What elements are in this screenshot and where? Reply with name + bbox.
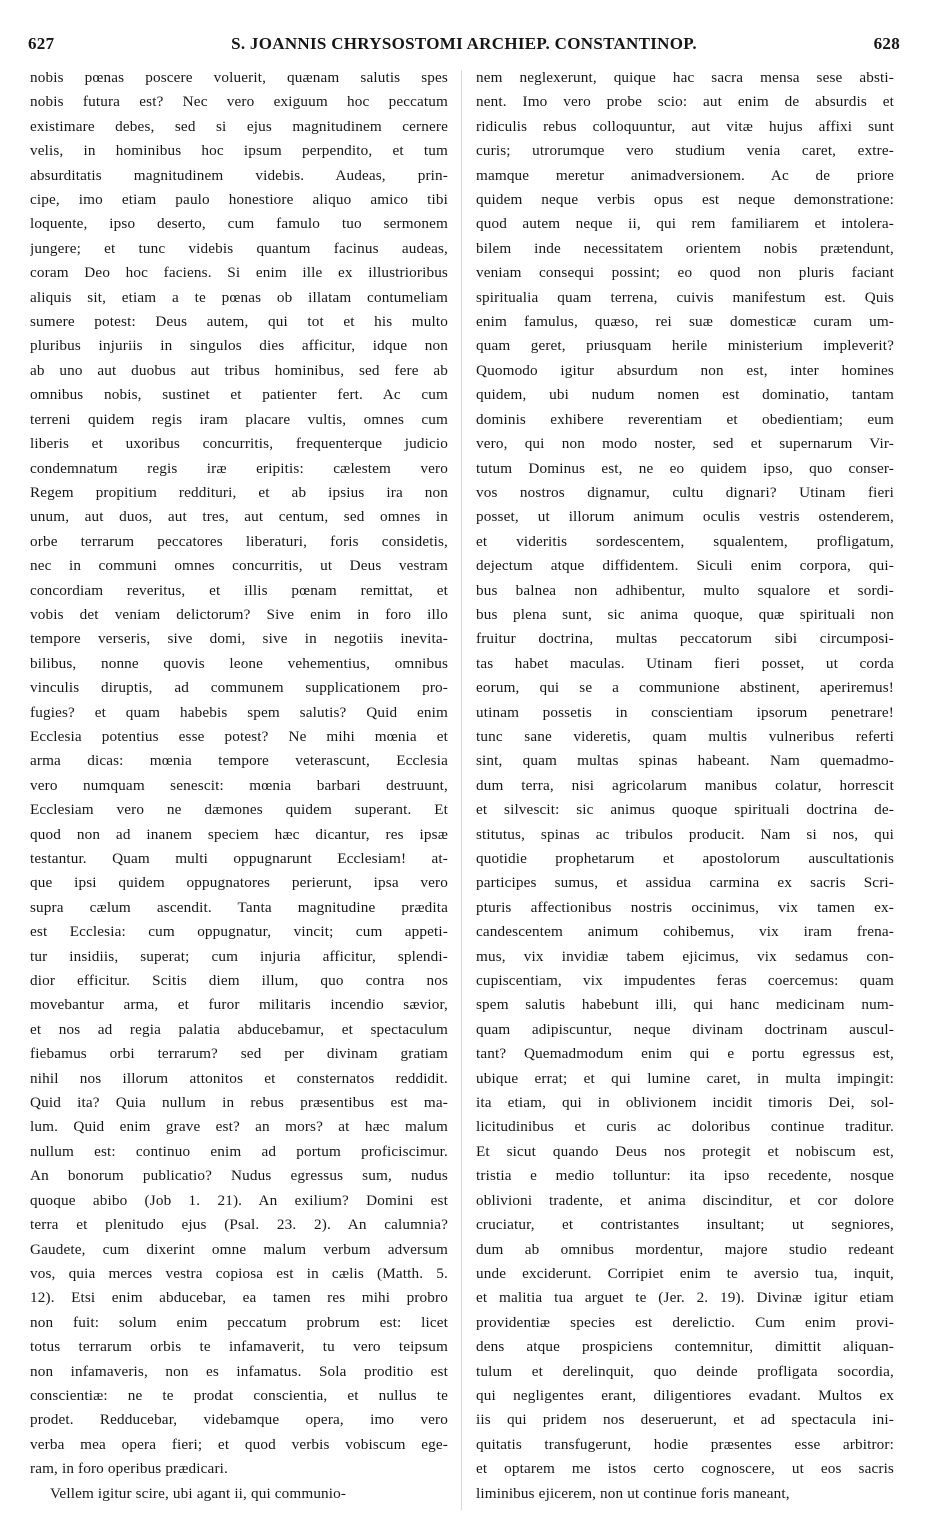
page-number-left: 627 xyxy=(28,34,55,53)
text-line: ridiculis rebus colloquuntur, aut vitæ hujus affixi sunt xyxy=(476,117,894,135)
text-line: dum terra, nisi agricolarum manibus colatur, horrescit xyxy=(476,776,894,794)
text-line: nobis pœnas poscere voluerit, quænam salutis spes xyxy=(30,69,448,86)
text-line: tur insidiis, superat; cum injuria afficitur, splendi- xyxy=(30,947,448,965)
text-line: Quid ita? Quia nullum in rebus præsentibus est ma- xyxy=(30,1094,448,1112)
text-line: tunc sane videretis, quam multis vulneribus referti xyxy=(476,727,894,745)
text-line: quoque abibo (Job 1. 21). An exilium? Domini est xyxy=(30,1191,448,1209)
text-line: vobis det veniam delictorum? Sive enim in foro illo xyxy=(30,605,448,623)
text-line: vero numquam senescit: mœnia barbari destruunt, xyxy=(30,776,448,794)
text-line: et nos ad regia palatia abducebamur, et spectaculum xyxy=(30,1020,448,1038)
text-line: stitutus, spinas ac tribulos producit. Nam si nos, qui xyxy=(476,825,894,843)
text-line: loquente, ipso deserto, cum famulo tuo sermonem xyxy=(30,215,448,233)
text-line: arma dicas: mœnia tempore veterascunt, Ecclesia xyxy=(30,752,448,770)
text-line: sumere potest: Deus autem, qui tot et his multo xyxy=(30,313,448,331)
text-line: spiritualia quam terrena, cuivis manifestum est. Quis xyxy=(476,288,894,306)
text-line: aliquis sit, etiam a te pœnas ob illatam contumeliam xyxy=(30,288,448,306)
text-line: terreni quidem regis iram placare vultis, omnes cum xyxy=(30,410,448,428)
text-line: eorum, qui se a communione abstinent, aperiremus! xyxy=(476,679,894,697)
text-line: fruitur doctrina, multas peccatorum sibi circumposi- xyxy=(476,630,894,648)
text-line: posset, ut illorum animum oculis vestris ostenderem, xyxy=(476,508,894,526)
text-line: fugies? et quam habebis spem salutis? Quid enim xyxy=(30,703,448,721)
text-line: quam geret, priusquam herile ministerium impleverit? xyxy=(476,337,894,355)
text-line: nem neglexerunt, quique hac sacra mensa sese absti- xyxy=(476,69,894,86)
text-line: providentiæ species est derelictio. Cum enim provi- xyxy=(476,1313,894,1331)
text-line: et videritis sordescentem, squalentem, profligatum, xyxy=(476,532,894,550)
text-line: quidem, ubi nudum nomen est dominatio, tantam xyxy=(476,386,894,404)
right-column xyxy=(476,66,894,1536)
text-line: orbe terrarum peccatores liberaturi, foris considetis, xyxy=(30,532,448,550)
text-line: ram, in foro operibus prædicari. xyxy=(30,1460,228,1478)
text-line: vos, quia merces vestra copiosa est in cælis (Matth. 5. xyxy=(30,1264,448,1282)
text-line: jungere; et tunc videbis quantum facinus audeas, xyxy=(30,239,448,257)
text-line: ita etiam, qui in oblivionem incidit timoris Dei, sol- xyxy=(476,1094,894,1112)
text-line: Gaudete, cum dixerint omne malum verbum adversum xyxy=(30,1240,448,1258)
text-line: iis qui pridem nos deseruerunt, et ad spectacula ini- xyxy=(476,1411,894,1429)
text-line: movebantur arma, et furor militaris incendio sævior, xyxy=(30,996,448,1014)
text-line: bus balnea non adhibentur, multo squalore et sordi- xyxy=(476,581,894,599)
text-line: 12). Etsi enim abducebar, ea tamen res mihi probro xyxy=(30,1289,448,1307)
text-line: utinam possetis in conscientiam ipsorum penetrare! xyxy=(476,703,894,721)
text-line: sint, quam multas spinas habeant. Nam quemadmo- xyxy=(476,752,894,770)
text-line: Et sicut quando Deus nos protegit et nobiscum est, xyxy=(476,1142,894,1160)
text-line: ubique errat; et qui lumine caret, in multa impingit: xyxy=(476,1069,894,1087)
running-title: S. JOANNIS CHRYSOSTOMI ARCHIEP. CONSTANTINOP. xyxy=(231,34,697,53)
text-line: dum ab omnibus mordentur, majore studio redeant xyxy=(476,1240,894,1258)
text-line: quotidie prophetarum et apostolorum auscultationis xyxy=(476,850,894,867)
text-line: concordiam reveritus, et illis pœnam remittat, et xyxy=(30,581,448,599)
text-line: tant? Quemadmodum enim qui e portu egressus est, xyxy=(476,1045,894,1063)
text-line: condemnatum regis iræ eripitis: cælestem vero xyxy=(30,459,448,477)
text-line: dejectum atque diffidentem. Siculi enim corpora, qui- xyxy=(476,557,894,575)
text-line: nec in communi omnes concurritis, ut Deus vestram xyxy=(30,557,448,575)
text-line: mus, vix invidiæ tabem ejicimus, vix sedamus con- xyxy=(476,947,894,965)
text-line: verba mea opera fieri; et quod verbis vobiscum ege- xyxy=(30,1435,448,1453)
text-line: quitatis transfugerunt, hodie præsentes esse arbitror: xyxy=(476,1435,894,1453)
text-line: quam adipiscuntur, neque divinam doctrinam auscul- xyxy=(476,1020,894,1038)
text-line: que ipsi quidem oppugnatores perierunt, ipsa vero xyxy=(30,874,448,892)
text-line: bilibus, nonne quovis leone vehementius, omnibus xyxy=(30,654,448,672)
text-line: bilem inde necessitatem orientem nobis prætendunt, xyxy=(476,239,894,257)
text-line: tulum et derelinquit, quo deinde profligata socordia, xyxy=(476,1362,894,1380)
text-line: candescentem animum cohibemus, vix iram frena- xyxy=(476,923,894,941)
text-line: totus terrarum orbis te infamaverit, tu vero teipsum xyxy=(30,1338,448,1356)
column-divider xyxy=(461,70,462,1510)
text-line: cipe, imo etiam paulo honestiore aliquo amico tibi xyxy=(30,191,448,209)
text-line: liberis et uxoribus concurritis, frequenterque judicio xyxy=(30,435,448,453)
text-line: Quomodo igitur absurdum non est, inter homines xyxy=(476,361,894,379)
text-line: vos nostros dignamur, cultu dignari? Utinam fieri xyxy=(476,483,894,501)
text-line: terra et plenitudo ejus (Psal. 23. 2). An calumnia? xyxy=(30,1216,448,1234)
text-line: est Ecclesia: cum oppugnatur, vincit; cum appeti- xyxy=(30,923,448,941)
text-line: et silvescit: sic animus quoque spirituali doctrina de- xyxy=(476,801,894,819)
text-line: oblivioni tradente, et anima discinditur, et cor dolore xyxy=(476,1191,894,1209)
text-line: vinculis diruptis, ad communem supplicationem pro- xyxy=(30,679,448,697)
text-line: pturis affectionibus nostris occinimus, vix tamen ex- xyxy=(476,898,894,916)
text-line: curis; utrorumque vero studium venia caret, extre- xyxy=(476,142,894,160)
text-line: ab uno aut duobus aut tribus hominibus, sed fere ab xyxy=(30,361,448,379)
text-line: et malitia tua arguet te (Jer. 2. 19). Divinæ igitur etiam xyxy=(476,1289,894,1307)
text-line: dominis exhibere reverentiam et obedientiam; eum xyxy=(476,410,894,428)
text-line: cruciatur, et contristantes insultant; ut segniores, xyxy=(476,1216,894,1234)
page-number-right: 628 xyxy=(873,34,900,53)
text-line: enim famulus, quæso, rei suæ domesticæ curam um- xyxy=(476,313,894,331)
text-line: cupiscentiam, vix impudentes feras coercemus: quam xyxy=(476,972,894,990)
text-line: conscientiæ: ne te prodat conscientia, et nullus te xyxy=(30,1386,448,1404)
text-line: non infamaveris, non es infamatus. Sola proditio est xyxy=(30,1362,448,1380)
text-line: quidem neque verbis opus est neque demonstratione: xyxy=(476,191,894,209)
text-line: An bonorum publicatio? Nudus egressus sum, nudus xyxy=(30,1167,448,1185)
text-line: absurditatis magnitudinem videbis. Audeas, prin- xyxy=(30,166,448,184)
text-line: qui negligentes erant, diligentiores evadant. Multos ex xyxy=(476,1386,894,1404)
text-line: dens atque prospiciens contemnitur, dimittit aliquan- xyxy=(476,1338,894,1356)
text-line: coram Deo hoc faciens. Si enim ille ex illustrioribus xyxy=(30,264,448,282)
text-line: mamque meretur animadversionem. Ac de priore xyxy=(476,166,894,184)
text-line: nullum est: continuo enim ad portum proficiscimur. xyxy=(30,1142,448,1160)
text-line: Ecclesiam vero ne dæmones quidem superant. Et xyxy=(30,801,448,819)
text-line: tutum Dominus est, ne eo quidem ipso, quo conser- xyxy=(476,459,894,477)
text-line: unde exciderunt. Corripiet enim te aversio tua, inquit, xyxy=(476,1264,894,1282)
text-line: nent. Imo vero probe scio: aut enim de absurdis et xyxy=(476,93,894,111)
text-line: participes sumus, et assidua carmina ex sacris Scri- xyxy=(476,874,894,892)
text-line: nihil nos illorum attonitos et consternatos reddidit. xyxy=(30,1069,448,1087)
text-line: dior efficitur. Scitis diem illum, quo contra nos xyxy=(30,972,448,990)
text-line: omnibus nobis, sustinet et patienter fert. Ac cum xyxy=(30,386,448,404)
text-line: tempore verseris, sive domi, sive in negotiis inevita- xyxy=(30,630,448,648)
text-line: non fuit: solum enim peccatum probrum est: licet xyxy=(30,1313,448,1331)
text-line: veniam consequi possint; eo quod non pluris faciant xyxy=(476,264,894,282)
text-line: fiebamus orbi terrarum? sed per divinam gratiam xyxy=(30,1045,448,1063)
text-line: et optarem me istos certo cognoscere, ut eos sacris xyxy=(476,1460,894,1478)
text-line: Regem propitium reddituri, et ab ipsius ira non xyxy=(30,483,448,501)
text-line: Vellem igitur scire, ubi agant ii, qui communio- xyxy=(50,1484,347,1502)
text-line: liminibus ejicerem, non ut continue foris maneant, xyxy=(476,1484,790,1502)
text-line: spem salutis habebunt illi, qui hanc medicinam num- xyxy=(476,996,894,1014)
text-line: quod autem neque ii, qui rem familiarem et intolera- xyxy=(476,215,894,233)
text-line: bus plena sunt, sic anima quoque, quæ spirituali non xyxy=(476,605,894,623)
text-line: unum, aut duos, aut tres, aut centum, sed omnes in xyxy=(30,508,448,526)
text-line: existimare debes, sed si ejus magnitudinem cernere xyxy=(30,117,448,135)
text-line: vero, qui non modo noster, sed et supernarum Vir- xyxy=(476,435,894,453)
text-line: tas habet maculas. Utinam fieri posset, ut corda xyxy=(476,654,894,672)
text-line: supra cælum ascendit. Tanta magnitudine prædita xyxy=(30,898,448,916)
text-line: pluribus injuriis in singulos dies afficitur, idque non xyxy=(30,337,448,355)
text-line: licitudinibus et curis ac doloribus continue traditur. xyxy=(476,1118,894,1136)
text-line: lum. Quid enim grave est? an mors? at hæc malum xyxy=(30,1118,448,1136)
text-line: Ecclesia potentius esse potest? Ne mihi mœnia et xyxy=(30,727,448,745)
running-header xyxy=(28,22,900,62)
text-line: velis, in hominibus hoc ipsum perpendito, et tum xyxy=(30,142,448,160)
text-line: testantur. Quam multi oppugnarunt Ecclesiam! at- xyxy=(30,850,448,867)
text-line: nobis futura est? Nec vero exiguum hoc peccatum xyxy=(30,93,448,111)
text-line: tristia e medio tolluntur: ita ipso recedente, nosque xyxy=(476,1167,894,1185)
text-line: prodet. Redducebar, videbamque opera, imo vero xyxy=(30,1411,448,1429)
text-line: quod non ad inanem speciem hæc dicantur, res ipsæ xyxy=(30,825,448,843)
left-column xyxy=(30,66,448,1536)
